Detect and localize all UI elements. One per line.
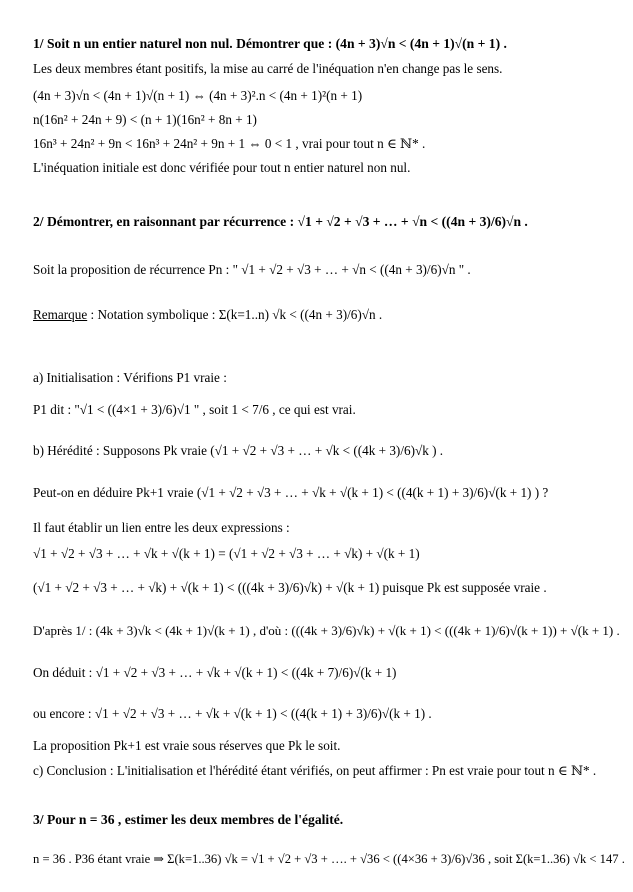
part1-step1: (4n + 3)√n < (4n + 1)√(n + 1) ⇔ (4n + 3)².n < (4n + 1)²(n + 1) (33, 88, 363, 103)
remark-text: : Notation symbolique : Σ(k=1..n) √k < ((4n + 3)/6)√n . (87, 307, 383, 322)
part2-encore: ou encore : √1 + √2 + √3 + … + √k + √(k + 1) < ((4(k + 1) + 3)/6)√(k + 1) . (33, 706, 432, 721)
part1-intro: Les deux membres étant positifs, la mise au carré de l'inéquation n'en change pas le sens. (33, 61, 503, 76)
part2-init-text: P1 dit : "√1 < ((4×1 + 3)/6)√1 " , soit 1 < 7/6 , ce qui est vrai. (33, 402, 356, 417)
part2-init-title: a) Initialisation : Vérifions P1 vraie : (33, 370, 227, 385)
part2-deduit: On déduit : √1 + √2 + √3 + … + √k + √(k + 1) < ((4k + 7)/6)√(k + 1) (33, 665, 397, 680)
part1-step2: n(16n² + 24n + 9) < (n + 1)(16n² + 8n + 1) (33, 112, 257, 127)
part3-heading: 3/ Pour n = 36 , estimer les deux membres de l'égalité. (33, 812, 344, 827)
part2-reserve: La proposition Pk+1 est vraie sous réserves que Pk le soit. (33, 738, 341, 753)
part2-link-intro: Il faut établir un lien entre les deux expressions : (33, 520, 290, 535)
part2-hered-title: b) Hérédité : Supposons Pk vraie (√1 + √2 + √3 + … + √k < ((4k + 3)/6)√k ) . (33, 443, 444, 458)
part2-apres: D'après 1/ : (4k + 3)√k < (4k + 1)√(k + 1) , d'où : (((4k + 3)/6)√k) + √(k + 1) < (((4k + 1)/6)√(k + 1)) + √(k + 1) . (33, 623, 620, 638)
remark-label: Remarque (33, 307, 88, 322)
part2-link2: (√1 + √2 + √3 + … + √k) + √(k + 1) < (((4k + 3)/6)√k) + √(k + 1) puisque Pk est supposée vraie . (33, 580, 547, 595)
part2-link1: √1 + √2 + √3 + … + √k + √(k + 1) = (√1 + √2 + √3 + … + √k) + √(k + 1) (33, 546, 420, 561)
part1-conclusion: L'inéquation initiale est donc vérifiée pour tout n entier naturel non nul. (33, 160, 411, 175)
part2-remark (33, 307, 627, 323)
part2-proposition: Soit la proposition de récurrence Pn : " √1 + √2 + √3 + … + √n < ((4n + 3)/6)√n " . (33, 262, 471, 277)
part2-conclusion: c) Conclusion : L'initialisation et l'hérédité étant vérifiés, on peut affirmer : Pn est vraie pour tout n ∈ ℕ* . (33, 763, 597, 778)
part2-heading: 2/ Démontrer, en raisonnant par récurrence : √1 + √2 + √3 + … + √n < ((4n + 3)/6)√n . (33, 214, 528, 229)
part1-heading: 1/ Soit n un entier naturel non nul. Démontrer que : (4n + 3)√n < (4n + 1)√(n + 1) . (33, 36, 507, 51)
part3-text: n = 36 . P36 étant vraie ⇒ Σ(k=1..36) √k = √1 + √2 + √3 + …. + √36 < ((4×36 + 3)/6)√36 , soit Σ(k=1..36) √k < 147 . (33, 852, 625, 866)
part1-step3: 16n³ + 24n² + 9n < 16n³ + 24n² + 9n + 1 ⇔ 0 < 1 , vrai pour tout n ∈ ℕ* . (33, 136, 426, 151)
part2-hered-question: Peut-on en déduire Pk+1 vraie (√1 + √2 + √3 + … + √k + √(k + 1) < ((4(k + 1) + 3)/6)√(k + 1) ) ? (33, 485, 549, 500)
